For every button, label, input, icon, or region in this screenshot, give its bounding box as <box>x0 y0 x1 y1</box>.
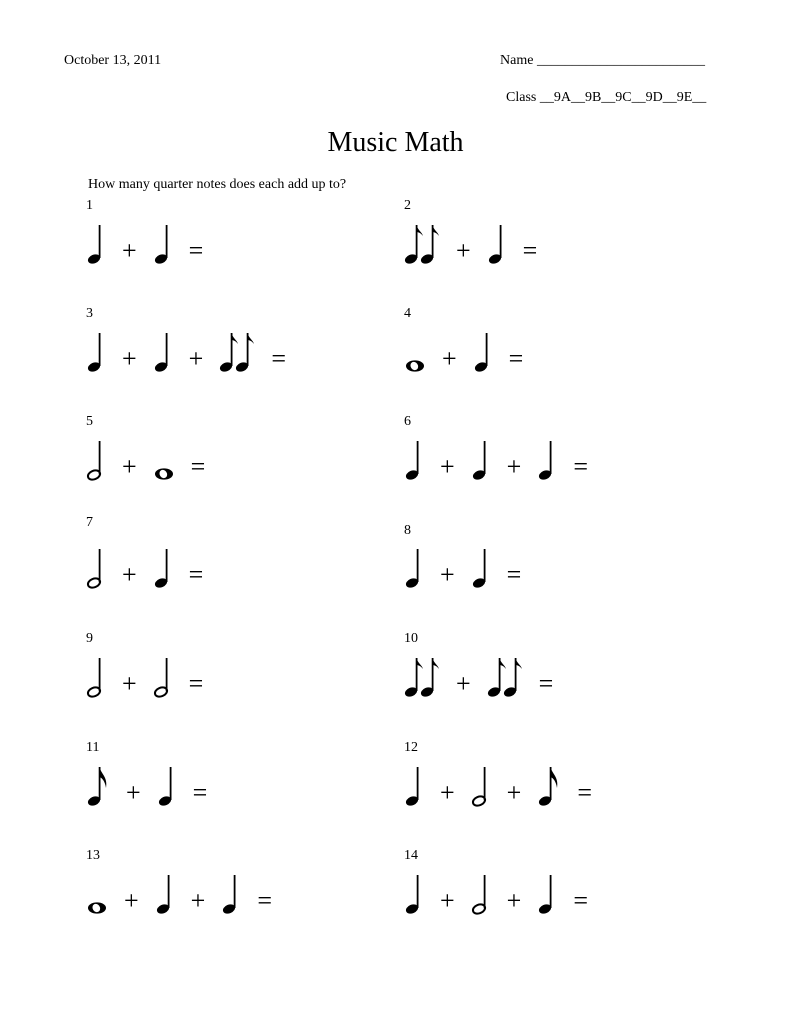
quarter-note-icon <box>473 330 493 378</box>
equals-sign: = <box>190 452 206 481</box>
eighth-note-icon <box>86 764 110 812</box>
equals-sign: = <box>188 236 204 265</box>
quarter-note-icon <box>537 438 557 486</box>
page-title: Music Math <box>327 127 464 158</box>
question-number: 2 <box>404 198 411 213</box>
plus-sign: + <box>122 560 137 589</box>
plus-sign: + <box>122 236 137 265</box>
question-expression <box>86 764 207 812</box>
question-number: 1 <box>86 198 93 213</box>
equals-sign: = <box>188 669 204 698</box>
question-number: 6 <box>404 414 411 429</box>
question-expression <box>86 655 203 703</box>
plus-sign: + <box>126 778 141 807</box>
question-expression <box>86 872 272 920</box>
question-expression <box>86 546 203 594</box>
question-expression <box>404 546 521 594</box>
quarter-note-icon <box>537 872 557 920</box>
plus-sign: + <box>440 452 455 481</box>
beamed-eighth-pair-icon <box>487 655 523 703</box>
name-field <box>500 53 705 69</box>
quarter-note-icon <box>404 438 424 486</box>
question-number: 4 <box>404 306 411 321</box>
plus-sign: + <box>190 886 206 915</box>
plus-sign: + <box>440 886 455 915</box>
quarter-note-icon <box>487 222 507 270</box>
quarter-note-icon <box>471 546 491 594</box>
question-number: 14 <box>404 848 418 863</box>
question-expression <box>404 872 588 920</box>
question-expression <box>404 655 553 703</box>
question-expression <box>86 438 205 486</box>
question-number: 13 <box>86 848 100 863</box>
question-expression <box>404 438 588 486</box>
name-label: Name <box>500 53 534 68</box>
question-number: 8 <box>404 523 411 538</box>
question-expression <box>404 222 537 270</box>
equals-sign: = <box>573 452 589 481</box>
quarter-note-icon <box>157 764 177 812</box>
equals-sign: = <box>522 236 538 265</box>
instructions: How many quarter notes does each add up to? <box>88 177 347 192</box>
half-note-icon <box>153 655 173 703</box>
plus-sign: + <box>506 778 522 807</box>
beamed-eighth-pair-icon <box>404 222 440 270</box>
equals-sign: = <box>188 560 204 589</box>
name-line: ________________________ <box>536 53 705 68</box>
quarter-note-icon <box>404 546 424 594</box>
class-field: Class __9A__9B__9C__9D__9E__ <box>506 90 707 105</box>
question-expression <box>404 764 592 812</box>
half-note-icon <box>86 438 106 486</box>
plus-sign: + <box>506 886 522 915</box>
question-expression <box>404 330 523 378</box>
whole-note-icon <box>153 438 175 486</box>
equals-sign: = <box>577 778 593 807</box>
question-number: 5 <box>86 414 93 429</box>
half-note-icon <box>471 764 491 812</box>
plus-sign: + <box>456 669 471 698</box>
equals-sign: = <box>271 344 287 373</box>
beamed-eighth-pair-icon <box>219 330 255 378</box>
quarter-note-icon <box>404 764 424 812</box>
quarter-note-icon <box>153 546 173 594</box>
equals-sign: = <box>506 560 522 589</box>
plus-sign: + <box>122 344 137 373</box>
question-expression <box>86 222 203 270</box>
plus-sign: + <box>440 560 455 589</box>
question-number: 12 <box>404 740 418 755</box>
plus-sign: + <box>188 344 204 373</box>
quarter-note-icon <box>86 222 106 270</box>
date: October 13, 2011 <box>64 53 162 68</box>
question-number: 9 <box>86 631 93 646</box>
plus-sign: + <box>122 669 137 698</box>
half-note-icon <box>86 546 106 594</box>
quarter-note-icon <box>221 872 241 920</box>
equals-sign: = <box>192 778 208 807</box>
quarter-note-icon <box>153 330 173 378</box>
whole-note-icon <box>86 872 108 920</box>
plus-sign: + <box>440 778 455 807</box>
half-note-icon <box>86 655 106 703</box>
eighth-note-icon <box>537 764 561 812</box>
quarter-note-icon <box>155 872 175 920</box>
quarter-note-icon <box>404 872 424 920</box>
equals-sign: = <box>257 886 273 915</box>
half-note-icon <box>471 872 491 920</box>
question-expression <box>86 330 286 378</box>
plus-sign: + <box>122 452 137 481</box>
plus-sign: + <box>124 886 139 915</box>
question-number: 11 <box>86 740 100 755</box>
equals-sign: = <box>538 669 554 698</box>
whole-note-icon <box>404 330 426 378</box>
quarter-note-icon <box>86 330 106 378</box>
question-number: 10 <box>404 631 418 646</box>
question-number: 7 <box>86 515 93 530</box>
plus-sign: + <box>442 344 457 373</box>
plus-sign: + <box>456 236 471 265</box>
quarter-note-icon <box>153 222 173 270</box>
beamed-eighth-pair-icon <box>404 655 440 703</box>
question-number: 3 <box>86 306 93 321</box>
quarter-note-icon <box>471 438 491 486</box>
equals-sign: = <box>508 344 524 373</box>
equals-sign: = <box>573 886 589 915</box>
plus-sign: + <box>506 452 522 481</box>
